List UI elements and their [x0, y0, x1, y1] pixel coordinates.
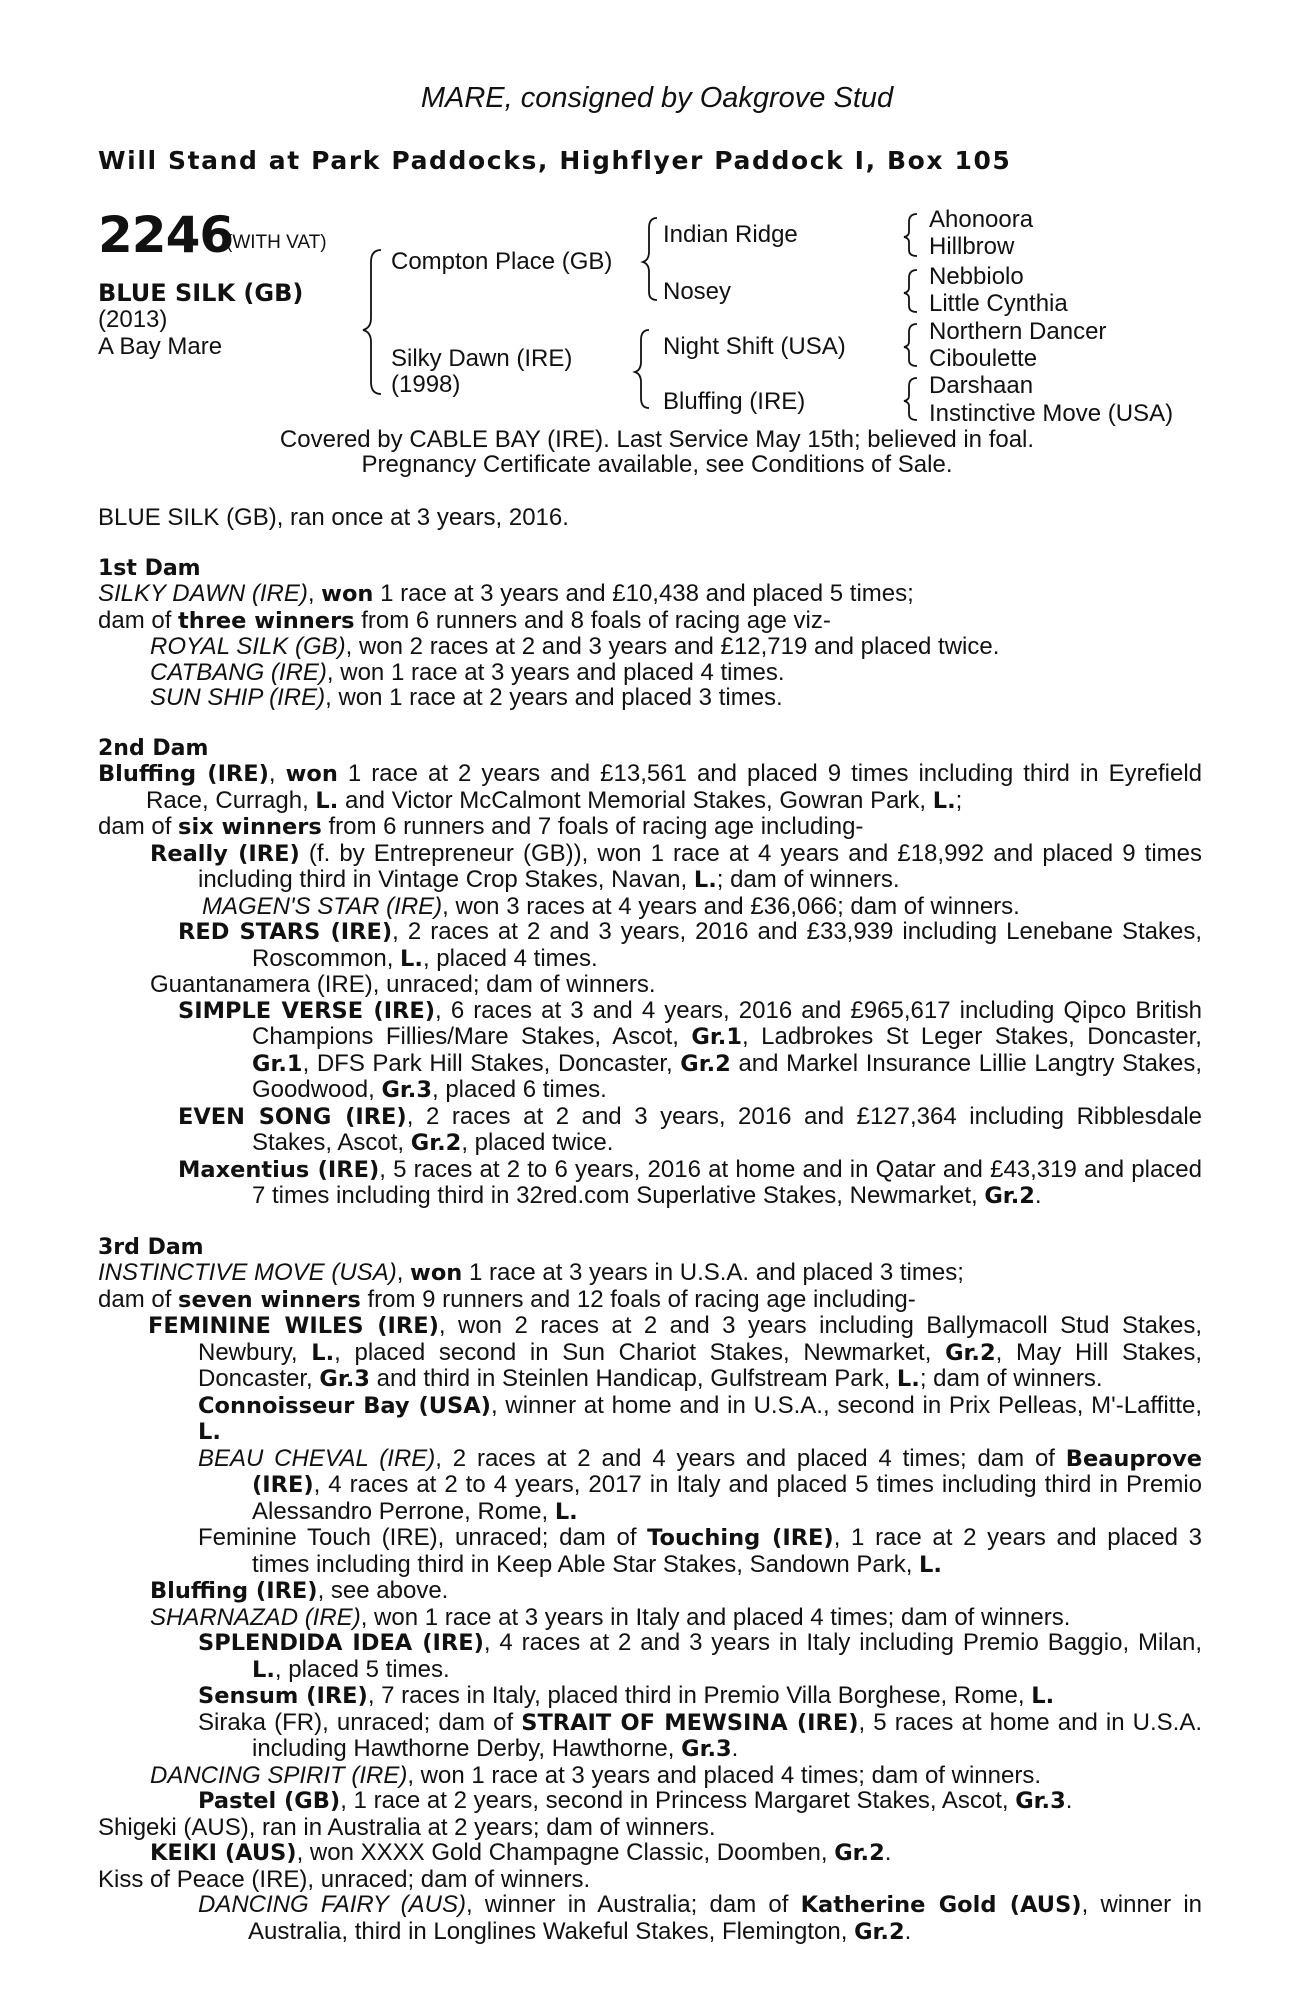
dam3-produce-2: Bluffing (IRE), see above. — [150, 1577, 449, 1604]
ped-dam: Silky Dawn (IRE) — [391, 345, 573, 372]
ped-dam-dam: Bluffing (IRE) — [663, 388, 806, 415]
brace-dam — [635, 330, 649, 408]
dam1-produce-1: ROYAL SILK (GB), won 2 races at 2 and 3 years and £12,719 and placed twice. — [150, 633, 1000, 660]
ped-g3: Nebbiolo — [929, 263, 1024, 290]
brace-sire — [643, 218, 657, 300]
covered-line: Covered by CABLE BAY (IRE). Last Service May 15th; believed in foal. — [279, 426, 1035, 453]
dam1-name: SILKY DAWN (IRE) — [98, 580, 308, 607]
dam3-produce-5: Shigeki (AUS), ran in Australia at 2 years; dam of winners. — [98, 1813, 716, 1841]
ped-g8: Instinctive Move (USA) — [929, 400, 1174, 427]
ped-g1: Ahonoora — [929, 206, 1034, 233]
dam1-heading: 1st Dam — [98, 555, 201, 581]
ped-g5: Northern Dancer — [929, 318, 1107, 345]
vat-note: (WITH VAT) — [226, 232, 327, 253]
brace-g4 — [904, 378, 917, 420]
dam3-produce-1-1: Connoisseur Bay (USA), winner at home and in U.S.A., second in Prix Pelleas, M'-Laffitte, L. — [198, 1391, 1203, 1445]
dam3-produce-1-3: Feminine Touch (IRE), unraced; dam of Touching (IRE), 1 race at 2 years and placed 3 times including third in Keep Able Star Stakes, Sandown Park, L. — [198, 1524, 1202, 1578]
dam3-produce-3: SHARNAZAD (IRE), won 1 race at 3 years in Italy and placed 4 times; dam of winners. — [150, 1603, 1071, 1631]
dam2-produce-3-2: EVEN SONG (IRE), 2 races at 2 and 3 years, 2016 and £127,364 including Ribblesdale Stakes, Ascot, Gr.2, placed twice. — [178, 1102, 1202, 1156]
ped-g6: Ciboulette — [929, 345, 1038, 372]
brace-main — [363, 250, 381, 394]
dam1-produce-2: CATBANG (IRE), won 1 race at 3 years and placed 4 times. — [150, 658, 785, 686]
ped-sire-dam: Nosey — [663, 278, 732, 305]
stand-location: Will Stand at Park Paddocks, Highflyer Paddock I, Box 105 — [98, 146, 1012, 175]
consignment-title: MARE, consigned by Oakgrove Stud — [420, 82, 894, 114]
ped-sire: Compton Place (GB) — [391, 248, 613, 275]
horse-name: BLUE SILK (GB) — [98, 279, 304, 307]
brace-g3 — [904, 324, 917, 366]
dam3-line-b: dam of seven winners from 9 runners and 12 foals of racing age including- — [98, 1285, 916, 1313]
dam3-produce-6-1: DANCING FAIRY (AUS), winner in Australia; dam of Katherine Gold (AUS), winner in Australia, third in Longlines Wakeful Stakes, Flemington, Gr.2. — [198, 1891, 1203, 1945]
dam3-line-a: INSTINCTIVE MOVE (USA), won 1 race at 3 years in U.S.A. and placed 3 times; — [98, 1259, 964, 1286]
dam1-line-b: dam of three winners from 6 runners and 8 foals of racing age viz- — [98, 606, 831, 634]
ped-g4: Little Cynthia — [929, 290, 1068, 317]
dam2-line-a: Bluffing (IRE), won 1 race at 2 years and £13,561 and placed 9 times including third in Eyrefield Race, Curragh, L. and Victor McCalmont Memorial Stakes, Gowran Park, L.; — [98, 760, 1203, 814]
dam1-produce-3: SUN SHIP (IRE), won 1 race at 2 years and placed 3 times. — [150, 684, 783, 711]
horse-year: (2013) — [98, 306, 168, 333]
dam3-produce-5-1: KEIKI (AUS), won XXXX Gold Champagne Classic, Doomben, Gr.2. — [150, 1839, 892, 1866]
lot-number: 2246 — [98, 206, 234, 264]
dam3-produce-1: FEMININE WILES (IRE), won 2 races at 2 and 3 years including Ballymacoll Stud Stakes, Newbury, L., placed second in Sun Chariot Stakes, Newmarket, Gr.2, May Hill Stakes, Doncaster, Gr.3 and third in Steinlen Handicap, Gulfstream Park, L.; dam of winners. — [148, 1312, 1203, 1392]
pregnancy-line: Pregnancy Certificate available, see Conditions of Sale. — [361, 451, 953, 478]
dam3-produce-6: Kiss of Peace (IRE), unraced; dam of winners. — [98, 1865, 591, 1893]
ped-g7: Darshaan — [929, 372, 1034, 399]
brace-g1 — [904, 214, 917, 256]
ped-dam-year: (1998) — [391, 371, 461, 398]
ped-sire-sire: Indian Ridge — [663, 221, 798, 248]
dam3-heading: 3rd Dam — [98, 1234, 204, 1260]
ped-g2: Hillbrow — [929, 233, 1015, 260]
dam3-produce-3-2: Sensum (IRE), 7 races in Italy, placed third in Premio Villa Borghese, Rome, L. — [198, 1682, 1055, 1709]
dam3-produce-3-1: SPLENDIDA IDEA (IRE), 4 races at 2 and 3 years in Italy including Premio Baggio, Milan, L., placed 5 times. — [198, 1629, 1202, 1683]
dam2-produce-2: MAGEN'S STAR (IRE), won 3 races at 4 years and £36,066; dam of winners. — [202, 892, 1020, 920]
dam2-produce-3-1: SIMPLE VERSE (IRE), 6 races at 3 and 4 years, 2016 and £965,617 including Qipco British Champions Fillies/Mare Stakes, Ascot, Gr.1, Ladbrokes St Leger Stakes, Doncaster, Gr.1, DFS Park Hill Stakes, Doncaster, Gr.2 and Markel Insurance Lillie Langtry Stakes, Goodwood, Gr.3, placed 6 times. — [178, 996, 1203, 1103]
dam1-line-a: SILKY DAWN (IRE), won 1 race at 3 years and £10,438 and placed 5 times; — [98, 580, 914, 607]
dam3-produce-1-2: BEAU CHEVAL (IRE), 2 races at 2 and 4 years and placed 4 times; dam of Beauprove (IRE), 4 races at 2 to 4 years, 2017 in Italy and placed 5 times including third in Premio Alessandro Perrone, Rome, L. — [198, 1444, 1202, 1525]
dam2-produce-3: Guantanamera (IRE), unraced; dam of winners. — [150, 971, 656, 998]
ped-dam-sire: Night Shift (USA) — [663, 333, 846, 360]
dam2-produce-3-3: Maxentius (IRE), 5 races at 2 to 6 years, 2016 at home and in Qatar and £43,319 and placed 7 times including third in 32red.com Superlative Stakes, Newmarket, Gr.2. — [178, 1155, 1202, 1209]
produce-record — [98, 505, 1202, 1945]
dam3-produce-4: DANCING SPIRIT (IRE), won 1 race at 3 years and placed 4 times; dam of winners. — [150, 1761, 1041, 1789]
race-record: BLUE SILK (GB), ran once at 3 years, 2016. — [98, 504, 569, 531]
dam2-heading: 2nd Dam — [98, 735, 209, 761]
dam2-produce-2-1: RED STARS (IRE), 2 races at 2 and 3 years, 2016 and £33,939 including Lenebane Stakes, Roscommon, L., placed 4 times. — [178, 918, 1202, 972]
dam2-produce-1: Really (IRE) (f. by Entrepreneur (GB)), won 1 race at 4 years and £18,992 and placed 9 times including third in Vintage Crop Stakes, Navan, L.; dam of winners. — [150, 839, 1203, 893]
horse-description: A Bay Mare — [98, 333, 223, 360]
brace-g2 — [904, 270, 917, 312]
pedigree-braces — [0, 0, 1314, 460]
dam3-produce-4-1: Pastel (GB), 1 race at 2 years, second in Princess Margaret Stakes, Ascot, Gr.3. — [198, 1787, 1073, 1814]
dam2-line-b: dam of six winners from 6 runners and 7 foals of racing age including- — [98, 813, 864, 840]
dam3-produce-3-3: Siraka (FR), unraced; dam of STRAIT OF MEWSINA (IRE), 5 races at home and in U.S.A. including Hawthorne Derby, Hawthorne, Gr.3. — [198, 1708, 1202, 1762]
